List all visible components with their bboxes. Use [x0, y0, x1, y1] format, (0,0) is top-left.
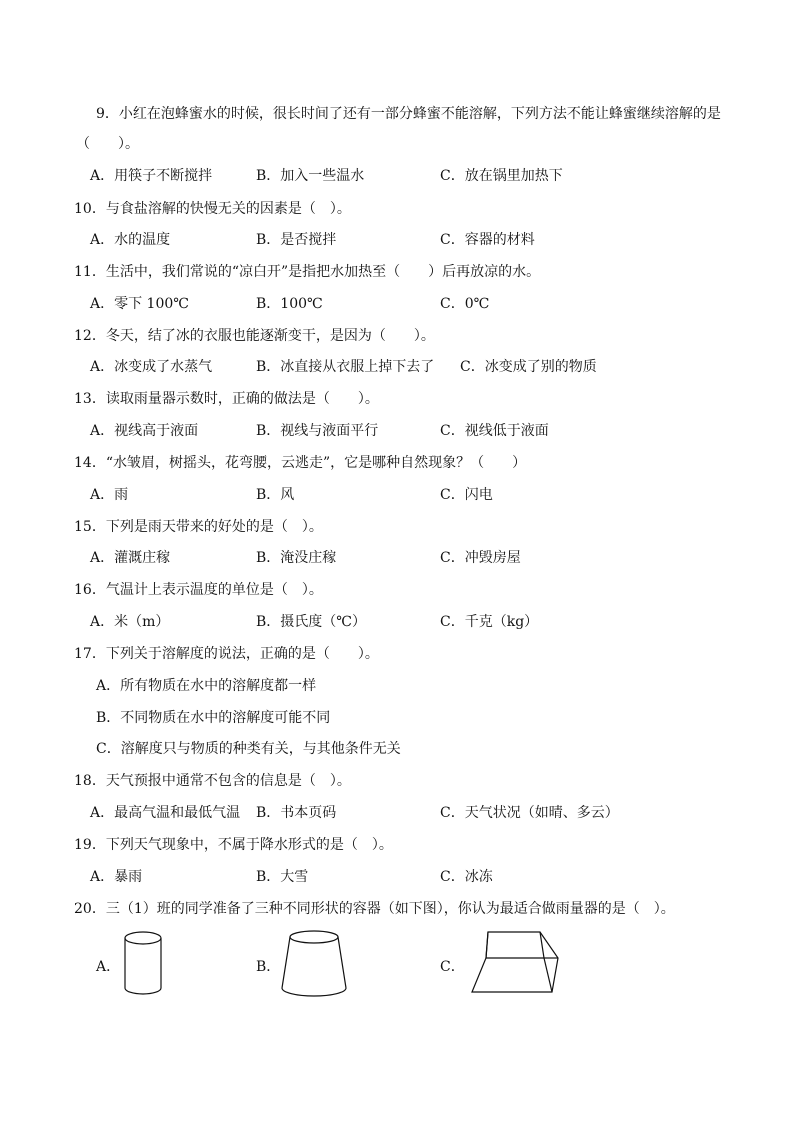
question-16-option-c: C．千克（kg） [440, 614, 539, 630]
question-16-option-b: B．摄氏度（℃） [256, 614, 366, 630]
question-16-stem: 16．气温计上表示温度的单位是（ ）。 [74, 582, 323, 598]
question-13-option-a: A．视线高于液面 [90, 423, 199, 439]
question-12-option-a: A．冰变成了水蒸气 [90, 359, 213, 375]
question-11-option-b: B．100℃ [256, 296, 323, 312]
question-13-option-c: C．视线低于液面 [440, 423, 549, 439]
question-20-option-c: C． [440, 959, 465, 975]
prism-container-figure [466, 928, 562, 998]
question-15-option-a: A．灌溉庄稼 [90, 550, 171, 566]
question-10-option-a: A．水的温度 [90, 232, 171, 248]
question-11-option-a: A．零下 100℃ [90, 296, 189, 312]
question-11-stem: 11．生活中，我们常说的“凉白开”是指把水加热至（ ）后再放凉的水。 [74, 264, 541, 280]
question-11-option-c: C．0℃ [440, 296, 490, 312]
question-14-stem: 14．“水皱眉，树摇头，花弯腰，云逃走”，它是哪种自然现象？（ ） [74, 455, 527, 471]
question-17-option-b: B．不同物质在水中的溶解度可能不同 [96, 710, 331, 726]
question-12-option-c: C．冰变成了别的物质 [460, 359, 597, 375]
question-17-option-c: C．溶解度只与物质的种类有关，与其他条件无关 [96, 741, 401, 757]
question-13-stem: 13．读取雨量器示数时，正确的做法是（ ）。 [74, 391, 379, 407]
question-12-stem: 12．冬天，结了冰的衣服也能逐渐变干，是因为（ ）。 [74, 328, 435, 344]
question-20-option-a: A． [96, 959, 121, 975]
question-13-option-b: B．视线与液面平行 [256, 423, 379, 439]
question-19-option-c: C．冰冻 [440, 869, 493, 885]
question-12-option-b: B．冰直接从衣服上掉下去了 [256, 359, 435, 375]
question-10-stem: 10．与食盐溶解的快慢无关的因素是（ ）。 [74, 201, 351, 217]
question-20-stem: 20．三（1）班的同学准备了三种不同形状的容器（如下图），你认为最适合做雨量器的是（ ）。 [74, 901, 675, 917]
question-18-option-b: B．书本页码 [256, 805, 337, 821]
question-14-option-a: A．雨 [90, 487, 129, 503]
question-17-option-a: A．所有物质在水中的溶解度都一样 [96, 678, 317, 694]
question-9-option-c: C．放在锅里加热下 [440, 168, 563, 184]
cylinder-container-figure [120, 930, 166, 998]
question-18-option-a: A．最高气温和最低气温 [90, 805, 241, 821]
question-10-option-b: B．是否搅拌 [256, 232, 337, 248]
question-14-option-b: B．风 [256, 487, 295, 503]
question-18-option-c: C．天气状况（如晴、多云） [440, 805, 619, 821]
frustum-container-figure [278, 928, 350, 1000]
question-10-option-c: C．容器的材料 [440, 232, 535, 248]
question-15-stem: 15．下列是雨天带来的好处的是（ ）。 [74, 519, 323, 535]
question-19-option-b: B．大雪 [256, 869, 309, 885]
question-15-option-c: C．冲毁房屋 [440, 550, 521, 566]
question-9-stem: 9．小红在泡蜂蜜水的时候，很长时间了还有一部分蜂蜜不能溶解，下列方法不能让蜂蜜继续溶解的是 [96, 106, 721, 122]
question-9-option-b: B．加入一些温水 [256, 168, 365, 184]
question-19-stem: 19．下列天气现象中，不属于降水形式的是（ ）。 [74, 837, 393, 853]
question-17-stem: 17．下列关于溶解度的说法，正确的是（ ）。 [74, 646, 379, 662]
question-14-option-c: C．闪电 [440, 487, 493, 503]
question-20-option-b: B． [256, 959, 281, 975]
question-19-option-a: A．暴雨 [90, 869, 143, 885]
question-15-option-b: B．淹没庄稼 [256, 550, 337, 566]
question-9-stem-cont: （ ）。 [76, 136, 139, 152]
question-18-stem: 18．天气预报中通常不包含的信息是（ ）。 [74, 773, 351, 789]
question-9-option-a: A．用筷子不断搅拌 [90, 168, 213, 184]
question-16-option-a: A．米（m） [90, 614, 170, 630]
